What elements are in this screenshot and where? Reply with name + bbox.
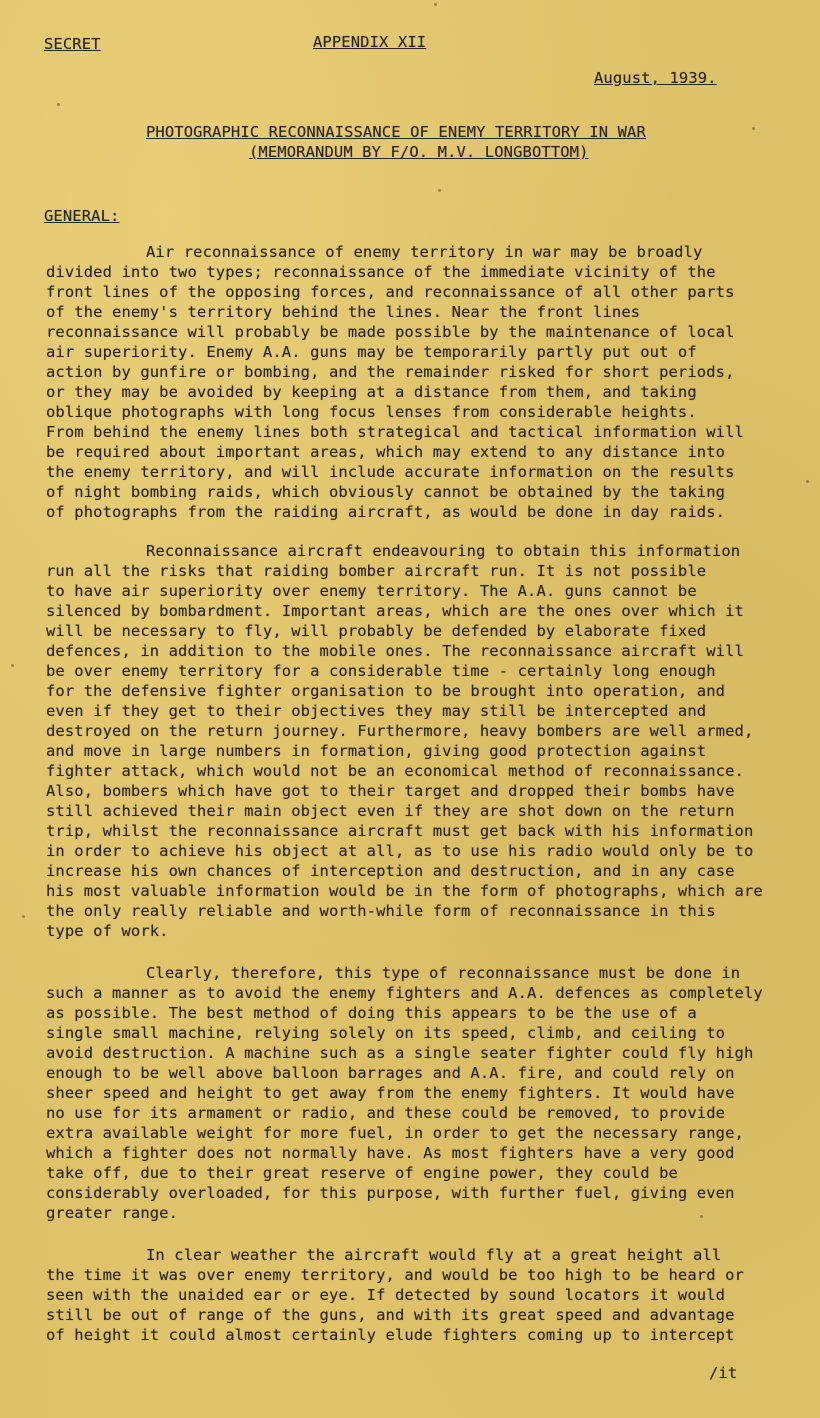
text-line: avoid destruction. A machine such as a single seater fighter could fly high <box>46 1044 754 1062</box>
text-line: Reconnaissance aircraft endeavouring to obtain this information <box>146 542 741 560</box>
document-title <box>146 122 706 162</box>
text-line: will be necessary to fly, will probably be defended by elaborate fixed <box>46 622 707 640</box>
document-date: August, 1939. <box>594 69 717 87</box>
text-line: greater range. <box>46 1204 179 1222</box>
text-line: From behind the enemy lines both strategical and tactical information will <box>46 423 744 441</box>
text-line: destroyed on the return journey. Furthermore, heavy bombers are well armed, <box>46 722 754 740</box>
text-line: the only really reliable and worth-while form of reconnaissance in this <box>46 902 716 920</box>
paragraph <box>46 1245 796 1345</box>
text-line: the time it was over enemy territory, and would be too high to be heard or <box>46 1266 744 1284</box>
text-line: extra available weight for more fuel, in order to get the necessary range, <box>46 1124 744 1142</box>
text-line: increase his own chances of interception and destruction, and in any case <box>46 862 735 880</box>
text-line: front lines of the opposing forces, and reconnaissance of all other parts <box>46 283 735 301</box>
text-line: even if they get to their objectives they may still be intercepted and <box>46 702 707 720</box>
title-line-2: (MEMORANDUM BY F/O. M.V. LONGBOTTOM) <box>249 143 589 161</box>
text-line: Clearly, therefore, this type of reconnaissance must be done in <box>146 964 741 982</box>
text-line: Also, bombers which have got to their target and dropped their bombs have <box>46 782 735 800</box>
text-line: sheer speed and height to get away from the enemy fighters. It would have <box>46 1084 735 1102</box>
text-line: of the enemy's territory behind the lines. Near the front lines <box>46 303 641 321</box>
text-line: defences, in addition to the mobile ones. The reconnaissance aircraft will <box>46 642 744 660</box>
text-line: as possible. The best method of doing this appears to be the use of a <box>46 1004 697 1022</box>
page-continuation-marker: /it <box>709 1364 738 1382</box>
text-line: still achieved their main object even if they are shot down on the return <box>46 802 735 820</box>
text-line: his most valuable information would be in the form of photographs, which are <box>46 882 763 900</box>
text-line: still be out of range of the guns, and with its great speed and advantage <box>46 1306 735 1324</box>
text-line: oblique photographs with long focus lenses from considerable heights. <box>46 403 697 421</box>
text-line: reconnaissance will probably be made possible by the maintenance of local <box>46 323 735 341</box>
section-heading: GENERAL: <box>44 207 120 225</box>
text-line: in order to achieve his object at all, as to use his radio would only be to <box>46 842 754 860</box>
text-line: of photographs from the raiding aircraft, as would be done in day raids. <box>46 503 726 521</box>
text-line: be required about important areas, which may extend to any distance into <box>46 443 726 461</box>
text-line: which a fighter does not normally have. As most fighters have a very good <box>46 1144 735 1162</box>
text-line: or they may be avoided by keeping at a distance from them, and taking <box>46 383 697 401</box>
paragraph <box>46 541 796 941</box>
paragraph <box>46 963 796 1223</box>
paper-speck <box>700 1215 703 1218</box>
text-line: of night bombing raids, which obviously cannot be obtained by the taking <box>46 483 726 501</box>
paper-speck <box>752 127 755 130</box>
text-line: be over enemy territory for a considerable time - certainly long enough <box>46 662 716 680</box>
text-line: for the defensive fighter organisation to be brought into operation, and <box>46 682 726 700</box>
text-line: seen with the unaided ear or eye. If detected by sound locators it would <box>46 1286 726 1304</box>
text-line: type of work. <box>46 922 169 940</box>
text-line: action by gunfire or bombing, and the remainder risked for short periods, <box>46 363 735 381</box>
text-line: to have air superiority over enemy territory. The A.A. guns cannot be <box>46 582 697 600</box>
paper-speck <box>434 3 437 6</box>
title-line-1: PHOTOGRAPHIC RECONNAISSANCE OF ENEMY TERRITORY IN WAR <box>146 123 646 141</box>
text-line: run all the risks that raiding bomber aircraft run. It is not possible <box>46 562 707 580</box>
text-line: divided into two types; reconnaissance of the immediate vicinity of the <box>46 263 716 281</box>
classification-marking: SECRET <box>44 35 101 53</box>
text-line: considerably overloaded, for this purpose, with further fuel, giving even <box>46 1184 735 1202</box>
appendix-heading: APPENDIX XII <box>313 33 427 51</box>
text-line: of height it could almost certainly elude fighters coming up to intercept <box>46 1326 735 1344</box>
text-line: fighter attack, which would not be an economical method of reconnaissance. <box>46 762 744 780</box>
text-line: and move in large numbers in formation, giving good protection against <box>46 742 707 760</box>
text-line: enough to be well above balloon barrages and A.A. fire, and could rely on <box>46 1064 735 1082</box>
paper-speck <box>11 664 14 667</box>
text-line: no use for its armament or radio, and these could be removed, to provide <box>46 1104 726 1122</box>
paper-speck <box>22 915 25 918</box>
paragraph <box>46 242 796 522</box>
paper-speck <box>57 103 60 106</box>
text-line: single small machine, relying solely on its speed, climb, and ceiling to <box>46 1024 726 1042</box>
text-line: Air reconnaissance of enemy territory in war may be broadly <box>146 243 703 261</box>
paper-speck <box>438 189 441 192</box>
text-line: In clear weather the aircraft would fly at a great height all <box>146 1246 722 1264</box>
text-line: take off, due to their great reserve of engine power, they could be <box>46 1164 678 1182</box>
paper-speck <box>806 480 809 483</box>
text-line: the enemy territory, and will include accurate information on the results <box>46 463 735 481</box>
text-line: air superiority. Enemy A.A. guns may be temporarily partly put out of <box>46 343 697 361</box>
text-line: trip, whilst the reconnaissance aircraft must get back with his information <box>46 822 754 840</box>
text-line: silenced by bombardment. Important areas, which are the ones over which it <box>46 602 744 620</box>
text-line: such a manner as to avoid the enemy fighters and A.A. defences as completely <box>46 984 763 1002</box>
